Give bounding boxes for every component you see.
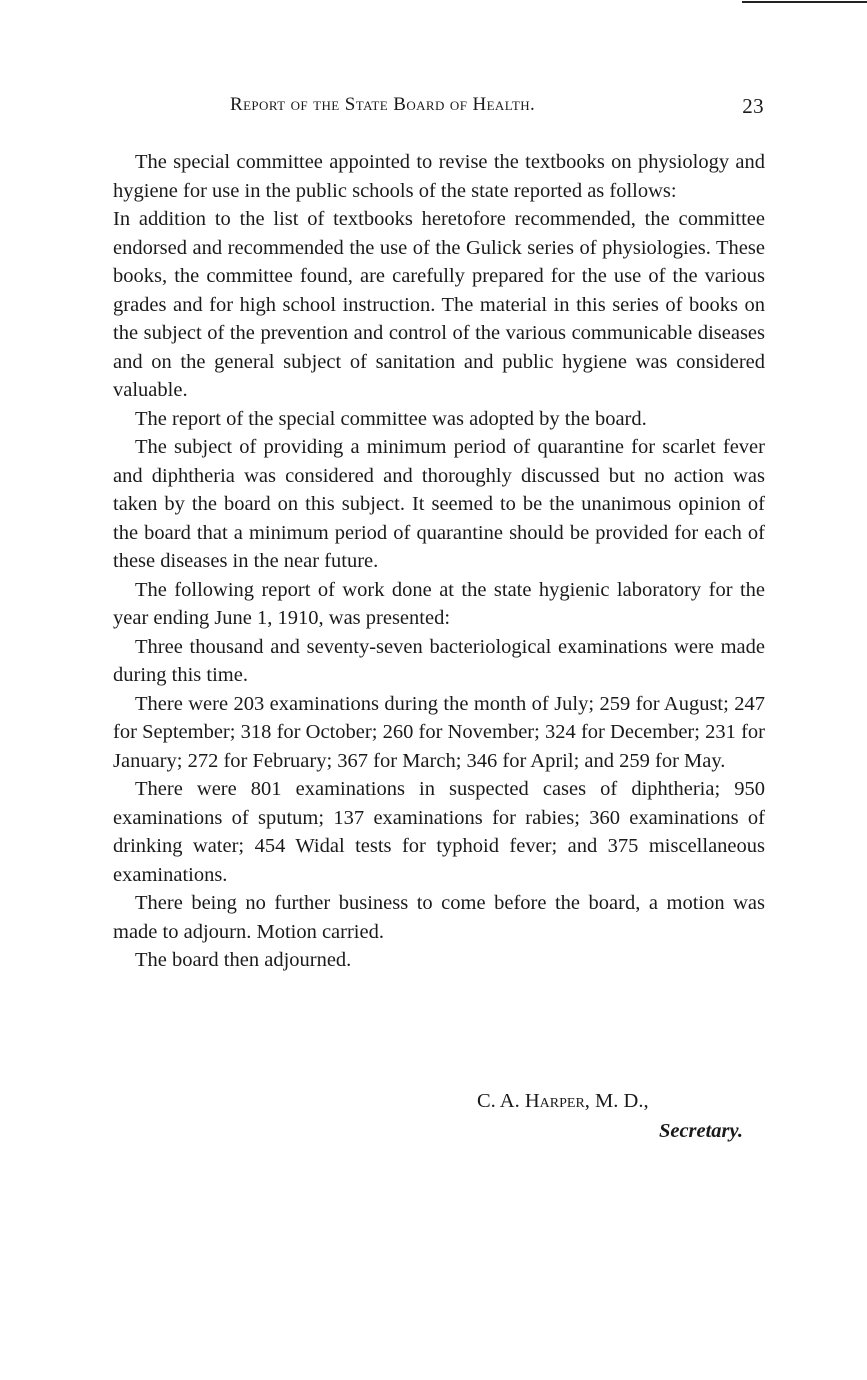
running-header-title: Report of the State Board of Health. [230, 94, 536, 115]
signatory-surname: Harper [524, 1090, 585, 1112]
page-body [113, 148, 765, 975]
signatory-name [477, 1086, 649, 1116]
signatory-role: Secretary. [658, 1120, 743, 1142]
page-number: 23 [742, 94, 764, 118]
paragraph-motion-adjourn: There being no further business to come before the board, a motion was made to adjourn. Motion carried. [113, 892, 765, 943]
running-header [230, 94, 770, 124]
paragraph-monthly-examinations: There were 203 examinations during the month of July; 259 for August; 247 for September; 318 for October; 260 for November; 324 for December; 231 for January; 272 for February; 367 for March; 346 for April; and 259 for May. [113, 692, 765, 772]
paragraph-report-adopted: The report of the special committee was adopted by the board. [135, 407, 647, 430]
paragraph-laboratory-report: The following report of work done at the state hygienic laboratory for the year ending June 1, 1910, was presented: [113, 578, 765, 629]
top-edge-rule [742, 1, 867, 3]
paragraph-quarantine: The subject of providing a minimum period of quarantine for scarlet fever and diphtheria was considered and thoroughly discussed but no action was taken by the board on this subject. It seemed to be the unanimous opinion of the board that a minimum period of quarantine should be provided for each of these diseases in the near future. [113, 436, 765, 572]
paragraph-board-adjourned: The board then adjourned. [135, 949, 352, 971]
paragraph-textbooks: In addition to the list of textbooks heretofore recommended, the committee endorsed and recommended the use of the Gulick series of physiologies. These books, the committee found, are carefully prepared for the use of the various grades and for high school instruction. The material in this series of books on the subject of the prevention and control of the various communicable diseases and on the general subject of sanitation and public hygiene was considered valuable. [113, 208, 765, 401]
paragraph-committee-intro: The special committee appointed to revise the textbooks on physiology and hygiene for use in the public schools of the state reported as follows: [113, 151, 765, 202]
signatory-suffix: , M. D., [584, 1090, 649, 1112]
paragraph-examination-types: There were 801 examinations in suspected cases of diphtheria; 950 examinations of sputum; 137 examinations for rabies; 360 examinations of drinking water; 454 Widal tests for typhoid fever; and 375 miscellaneous examinations. [113, 778, 765, 886]
signatory-initials: C. A. [477, 1090, 520, 1112]
paragraph-total-examinations: Three thousand and seventy-seven bacteriological examinations were made during this time. [113, 635, 765, 686]
